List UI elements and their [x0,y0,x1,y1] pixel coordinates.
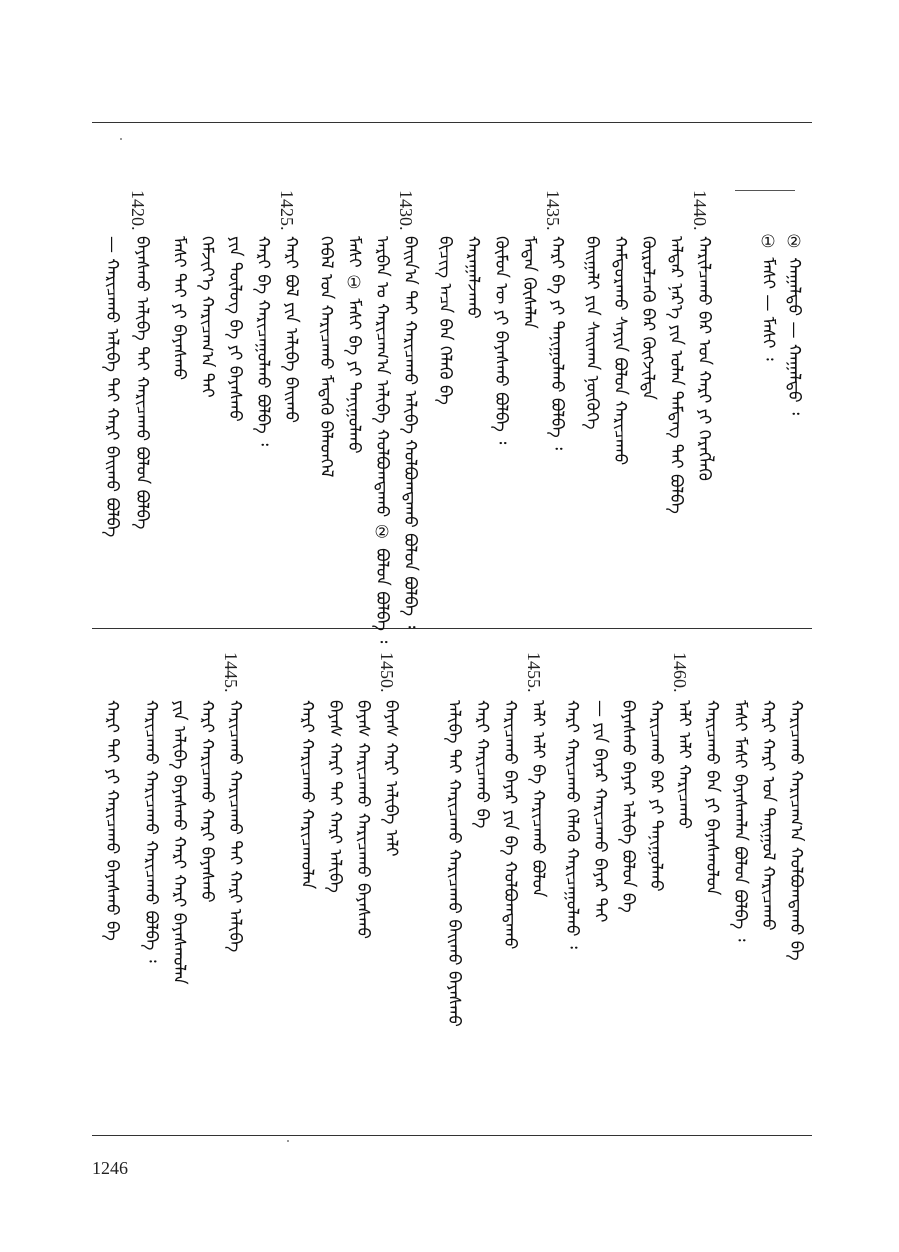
top-rule [92,122,812,123]
footnote-marker: ① [759,232,778,252]
verse-line: ᠮᠠᠰᠢ ᠲᠠᠢ ᠶᠢ ᠪᠠᠶᠠᠰᠬᠤ [169,236,189,381]
line-number: 1450. [377,652,397,693]
verse-line: ᠬᠠᠷᠢ ᠬᠠᠷᠢᠴᠠᠬᠤ ᠬᠡᠯᠡᠬᠦ ᠬᠠᠷᠢᠴᠠᠭᠤᠯᠬᠤ ᠄ [562,700,582,949]
speck [120,138,122,140]
verse-line: ᠪᠠᠶᠠᠰ ᠬᠠᠷᠢᠴᠠᠬᠤ ᠬᠠᠷᠢᠴᠠᠬᠤ ᠪᠠᠶᠠᠰᠬᠤ [353,700,373,939]
verse-line: — ᠬᠠᠷᠢᠴᠠᠬᠤ ᠠᠯᠢᠪᠠ ᠲᠠᠢ ᠬᠠᠷᠢ ᠪᠠᠢᠬᠤ ᠪᠣᠯᠪᠠ [102,236,122,538]
line-number: 1440. [690,190,710,231]
verse-line: ᠪᠠᠶᠠᠰᠬᠤ ᠠᠯᠢᠪᠠ ᠲᠠᠢ ᠬᠠᠷᠢᠴᠠᠬᠤ ᠪᠣᠯᠤᠨ ᠪᠣᠯᠪᠠ [132,236,152,530]
verse-line: ᠪᠠᠶᠠᠰ ᠬᠠᠷᠢ ᠠᠯᠢᠪᠠ ᠠᠯᠢ [381,700,401,857]
verse-line: ᠬᠡᠮᠵᠢᠶ᠎ᠡ ᠬᠠᠷᠢᠴᠠᠭ᠎ᠠ ᠲᠠᠢ [197,236,217,398]
line-number: 1455. [524,652,544,693]
verse-line: ᠬᠠᠷᠢ ᠲᠠᠢ ᠶᠢ ᠬᠠᠷᠢᠴᠠᠬᠤ ᠪᠠᠶᠠᠰᠬᠤ ᠪᠡ [102,700,122,941]
footnote-2 [782,232,806,415]
verse-line: ᠬᠠᠷᠢ ᠬᠠᠷᠢᠴᠠᠬᠤ ᠬᠠᠷᠢᠴᠠᠬᠤᠯᠠᠨ [297,700,317,890]
verse-line: ᠮᠠᠰᠢ ᠮᠠᠰᠢ ᠪᠠᠶᠠᠰᠬᠠᠯᠠᠨ ᠪᠣᠯᠤᠨ ᠪᠣᠯᠪᠠ ᠄ [730,700,750,942]
verse-line: ᠬᠠᠷᠢᠯᠴᠠᠬᠤ ᠪᠠᠷ ᠤᠨ ᠬᠠᠷᠢ ᠶᠢ ᠬᠡᠷᠡᠭᠯᠡᠬᠦ [694,236,714,481]
verse-line: ᠪᠠᠶᠠᠰᠬᠤ ᠪᠠᠶᠠᠷ ᠠᠯᠢᠪᠠ ᠪᠣᠯᠤᠨ ᠪᠡ [618,700,638,913]
verse-line: ᠬᠠᠷᠢᠴᠠᠬᠤ ᠪᠠᠶᠠᠷ ᠶᠢᠨ ᠪᠡ ᠬᠣᠯᠪᠣᠭᠳᠠᠬᠤ [500,700,520,950]
footnote-marker: ② [785,232,804,252]
page-number: 1246 [92,1158,128,1178]
verse-line: ᠪᠠᠢᠨ᠎ᠠ ᠲᠠᠢ ᠬᠠᠷᠢᠴᠠᠬᠤ ᠠᠯᠢᠪᠠ ᠬᠣᠯᠪᠣᠭᠳᠠᠬᠤ ᠪᠣᠯᠤᠨ ᠪᠣᠯᠪᠠ ᠄ [400,236,420,629]
verse-line: ᠬᠦᠷᠦᠯᠴᠡᠬᠦ ᠪᠠᠷ ᠬᠥᠭᠵᠢᠯᠲᠡ [638,236,658,400]
verse-line: ᠠᠷᠪᠠᠨ ᠤ ᠬᠠᠷᠢᠴᠠᠭ᠎ᠠ ᠠᠯᠢᠪᠠ ᠬᠣᠯᠪᠣᠭᠳᠠᠬᠤ ② ᠪᠣᠯᠤᠨ ᠪᠣᠯᠪᠠ ᠄ [372,236,392,644]
verse-line: ᠬᠠᠷᠢᠴᠠᠬᠤ ᠪᠠᠷ ᠶᠢ ᠲᠠᠨᠢᠭᠤᠯᠬᠤ [646,700,666,892]
verse-line: ᠬᠠᠷᠢ ᠪᠣᠯ ᠶᠢᠨ ᠠᠯᠢᠪᠠ ᠪᠠᠢᠬᠤ [281,236,301,424]
verse-line: ᠬᠠᠷᠢᠴᠠᠬᠤ ᠪᠠᠨ ᠶᠢ ᠪᠠᠶᠠᠰᠬᠤᠯᠤᠨ [702,700,722,896]
verse-line: ᠬᠠᠷᠢ ᠪᠡ ᠬᠠᠷᠢᠴᠠᠭᠤᠯᠬᠤ ᠪᠣᠯᠪᠠ ᠄ [253,236,273,447]
line-number: 1430. [396,190,416,231]
verse-line: ᠬᠦᠮᠦᠨ ᠦ ᠶᠢ ᠪᠠᠶᠠᠰᠬᠤ ᠪᠣᠯᠪᠠ ᠄ [491,236,511,445]
speck [287,1140,289,1142]
verse-line: ᠬᠠᠷᠢ ᠬᠠᠷᠢᠴᠠᠬᠤ ᠪᠡ [472,700,492,829]
middle-rule [92,628,812,629]
verse-line: ᠬᠠᠷᠠᠭᠠᠯᠵᠠᠬᠤ [463,236,483,319]
footnote-text: ᠮᠠᠰᠢ — ᠮᠠᠰᠢ ᠄ [758,257,778,361]
verse-line: ᠬᠠᠷᠢᠴᠠᠬᠤ ᠬᠠᠷᠢᠴᠠᠬᠤ ᠲᠠᠢ ᠬᠠᠷᠢ ᠠᠯᠢᠪᠠ [225,700,245,953]
verse-line: ᠮᠡᠳᠡᠨ ᠬᠦᠰᠡᠯᠡᠨ [519,236,539,329]
verse-line: ᠬᠠᠮᠲᠤᠷᠠᠬᠤ ᠰᠠᠶᠢᠨ ᠪᠣᠯᠤᠨ ᠬᠠᠷᠢᠴᠠᠬᠤ [610,236,630,466]
verse-line: ᠶᠢᠨ ᠲᠥᠯᠥᠭ ᠪᠠ ᠶᠢ ᠪᠠᠶᠠᠰᠬᠤ [225,236,245,422]
footnote-separator [735,190,795,191]
line-number: 1420. [128,190,148,231]
verse-line: ᠠᠯᠢ ᠠᠯᠢ ᠪᠡ ᠬᠠᠷᠢᠴᠠᠬᠤ ᠪᠣᠯᠤᠨ [528,700,548,898]
verse-line: ᠠᠯᠢ ᠠᠯᠢ ᠬᠠᠷᠢᠴᠠᠬᠤ [674,700,694,829]
line-number: 1435. [543,190,563,231]
line-number: 1460. [670,652,690,693]
verse-line: ᠮᠠᠰᠢ ① ᠮᠠᠰᠢ ᠪᠠ ᠶᠢ ᠲᠠᠨᠢᠭᠤᠯᠬᠤ [344,236,364,454]
line-number: 1425. [277,190,297,231]
verse-line: ᠬᠠᠷᠢ ᠬᠠᠷᠢ ᠤᠨ ᠲᠠᠨᠢᠭᠤᠯ ᠬᠠᠷᠢᠴᠠᠬᠤ [758,700,778,931]
verse-line: ᠬᠠᠷᠢ ᠪᠠ ᠶᠢ ᠲᠠᠨᠢᠭᠤᠯᠬᠤ ᠪᠣᠯᠪᠠ ᠄ [547,236,567,450]
verse-line: ᠪᠠᠶᠠᠰ ᠬᠠᠷᠢ ᠲᠠᠢ ᠬᠠᠷᠢ ᠠᠯᠢᠪᠠ [325,700,345,893]
verse-line: ᠬᠠᠷᠢᠴᠠᠬᠤ ᠬᠠᠷᠢᠴᠠᠬᠤ ᠬᠠᠷᠢᠴᠠᠬᠤ ᠪᠣᠯᠪᠠ ᠄ [141,700,161,963]
verse-line: ᠬᠡᠪᠡᠯ ᠤᠨ ᠬᠠᠷᠢᠴᠠᠬᠤ ᠮᠡᠳᠡᠬᠦ ᠪᠡᠯᠡᠳᠬᠡᠯ [316,236,336,478]
verse-line: ᠪᠢᠴᠢᠭ ᠠᠴᠠ ᠪᠠᠨ ᠬᠡᠯᠡᠬᠦ ᠪᠡ [435,236,455,405]
verse-line: ᠬᠠᠷᠢᠴᠠᠬᠤ ᠬᠠᠷᠢᠴᠠᠭ᠎ᠠ ᠬᠣᠯᠪᠣᠭᠳᠠᠬᠤ ᠪᠡ [786,700,806,961]
bottom-rule [92,1135,812,1136]
verse-line: ᠪᠠᠢᠭᠠᠯᠢ ᠶᠢᠨ ᠰᠠᠢᠬᠠᠨ ᠨᠥᠭᠦᠭᠡ [582,236,602,430]
verse-line: ᠠᠯᠳᠠᠷ ᠨᠡᠷ᠎ᠡ ᠶᠢᠨ ᠣᠯᠠᠨ ᠲᠡᠮᠳᠡᠭ ᠲᠠᠢ ᠪᠣᠯᠪᠠ [666,236,686,514]
line-number: 1445. [221,652,241,693]
verse-line: ᠶᠢᠨ ᠠᠯᠢᠪᠠ ᠪᠠᠶᠠᠰᠬᠤ ᠬᠠᠷᠢ ᠬᠠᠷᠢ ᠪᠠᠶᠠᠰᠬᠤᠯᠠᠨ [169,700,189,985]
footnote-text: ᠬᠠᠭᠠᠯᠲᠤ — ᠬᠠᠭᠠᠯᠲᠤ ᠄ [784,257,804,415]
footnote-1 [756,232,780,361]
verse-line: — ᠶᠢᠨ ᠪᠠᠶᠠᠷ ᠬᠠᠷᠢᠴᠠᠬᠤ ᠪᠠᠶᠠᠷ ᠲᠠᠢ [590,700,610,923]
verse-line: ᠠᠯᠢᠪᠠ ᠲᠠᠢ ᠬᠠᠷᠢᠴᠠᠬᠤ ᠬᠠᠷᠢᠴᠠᠬᠤ ᠪᠠᠢᠬᠤ ᠪᠠᠶᠠᠰᠬᠤ [444,700,464,1027]
verse-line: ᠬᠠᠷᠢ ᠬᠠᠷᠢᠴᠠᠬᠤ ᠬᠠᠷᠢ ᠪᠠᠶᠠᠰᠬᠤ [197,700,217,903]
